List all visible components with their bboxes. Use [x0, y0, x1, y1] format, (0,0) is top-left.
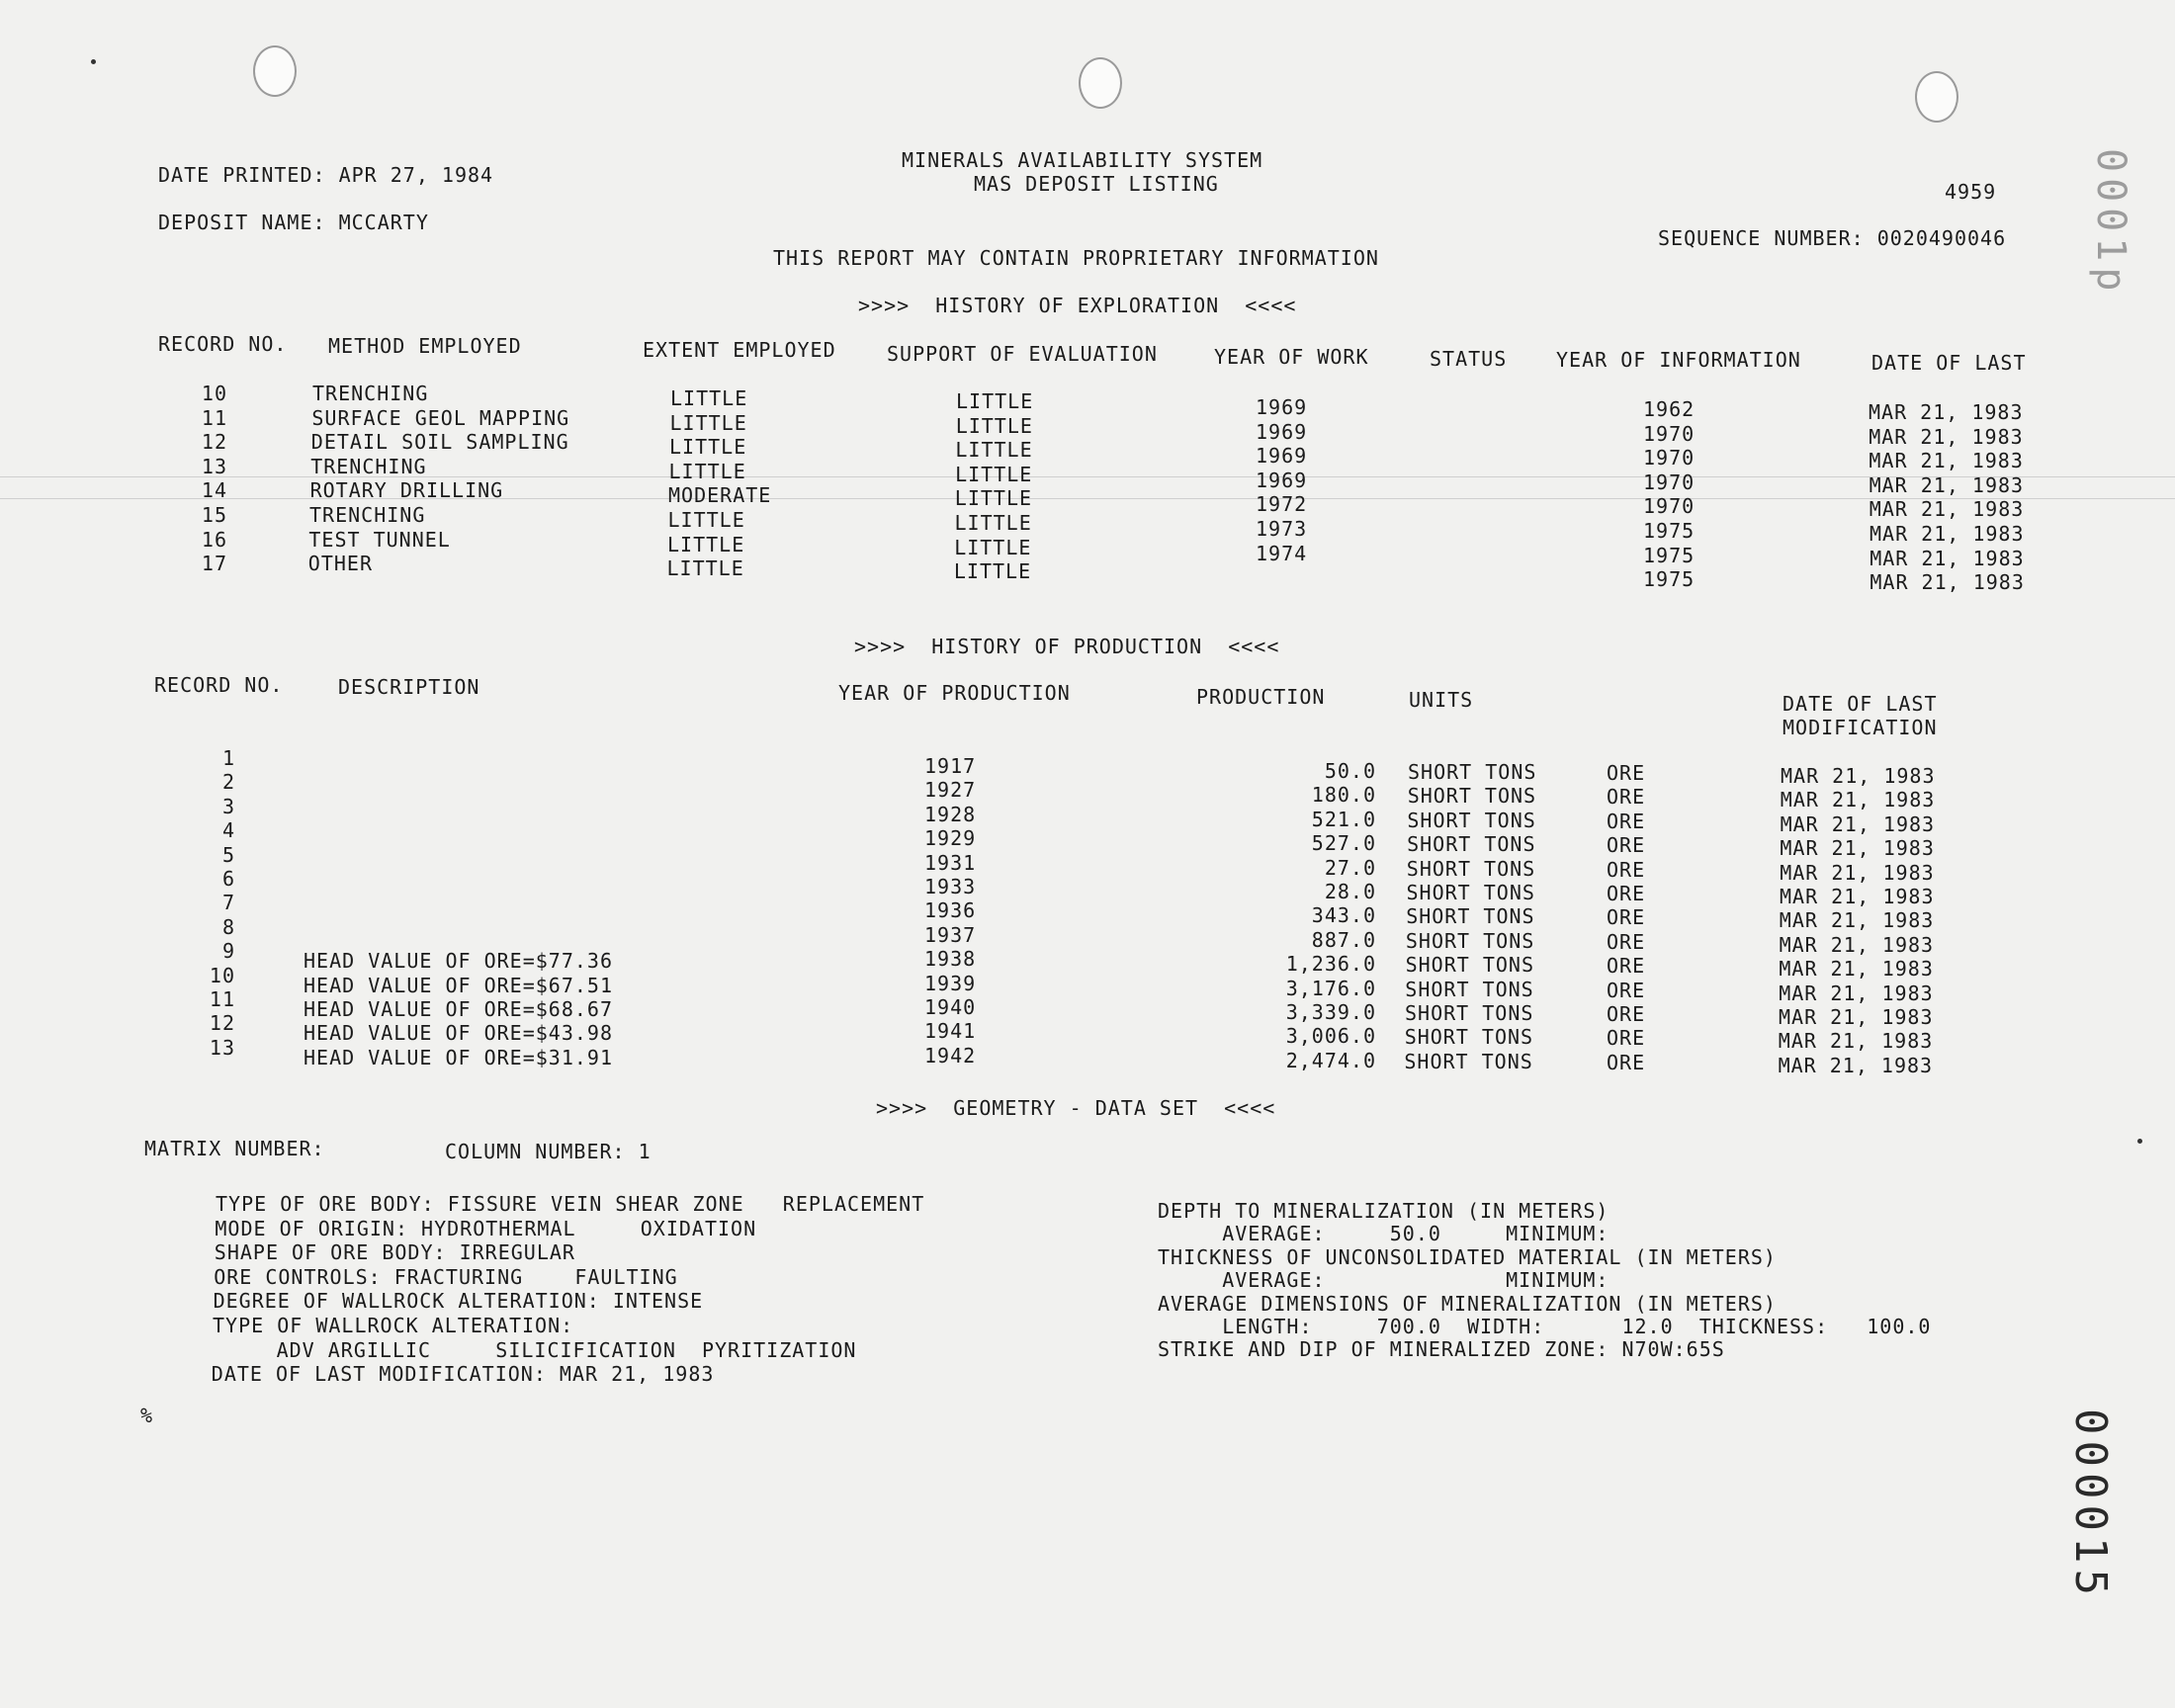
support-of-evaluation: LITTLE [954, 486, 1033, 511]
ore-body-attribute: ADV ARGILLIC SILICIFICATION PYRITIZATION [212, 1337, 857, 1362]
material-type: ORE [1607, 761, 1646, 785]
record-number: 10 [209, 963, 235, 987]
year-of-production: 1931 [924, 850, 977, 875]
page-stamp-top: 0001p [2088, 148, 2133, 298]
ore-body-attribute: MODE OF ORIGIN: HYDROTHERMAL OXIDATION [215, 1216, 757, 1240]
production-amount: 521.0 [1311, 807, 1376, 831]
year-of-work: 1969 [1256, 444, 1308, 469]
year-of-work: 1969 [1256, 468, 1308, 492]
ore-body-attribute: TYPE OF ORE BODY: FISSURE VEIN SHEAR ZONE REPLACEMENT [216, 1192, 925, 1216]
description: HEAD VALUE OF ORE=$77.36 [304, 949, 613, 974]
col-header: DATE OF LAST [1871, 351, 2027, 375]
punch-hole-right [1915, 71, 1958, 123]
date-of-last-modification: MAR 21, 1983 [1779, 932, 1935, 957]
units: SHORT TONS [1407, 808, 1536, 832]
date-of-last-modification: MAR 21, 1983 [1780, 860, 1935, 885]
mineralization-attribute: THICKNESS OF UNCONSOLIDATED MATERIAL (IN METERS) [1158, 1244, 1777, 1269]
date-of-last-modification: MAR 21, 1983 [1779, 1005, 1934, 1029]
year-of-production: 1929 [924, 826, 977, 851]
extent-employed: LITTLE [668, 459, 746, 483]
mineralization-attribute: AVERAGE: MINIMUM: [1158, 1268, 1610, 1293]
production-amount: 27.0 [1324, 855, 1376, 880]
footer-percent: % [140, 1404, 154, 1427]
proprietary-notice: THIS REPORT MAY CONTAIN PROPRIETARY INFORMATION [773, 246, 1379, 270]
record-number: 9 [221, 939, 235, 964]
ore-body-attribute: ORE CONTROLS: FRACTURING FAULTING [214, 1264, 678, 1289]
production-amount: 2,474.0 [1285, 1048, 1376, 1072]
record-number: 16 [201, 527, 227, 552]
material-type: ORE [1607, 1002, 1646, 1026]
record-number: 10 [201, 382, 227, 405]
ore-body-attribute: DATE OF LAST MODIFICATION: MAR 21, 1983 [211, 1362, 715, 1387]
support-of-evaluation: LITTLE [954, 511, 1032, 535]
year-of-information: 1962 [1643, 397, 1696, 421]
material-type: ORE [1607, 1050, 1646, 1074]
record-number: 3 [221, 794, 235, 818]
date-of-last: MAR 21, 1983 [1869, 424, 2024, 449]
record-number: 13 [209, 1035, 235, 1060]
material-type: ORE [1607, 929, 1646, 954]
units: SHORT TONS [1404, 1049, 1533, 1073]
date-of-last: MAR 21, 1983 [1870, 546, 2025, 570]
record-number: 6 [221, 867, 235, 891]
material-type: ORE [1607, 905, 1646, 930]
listing-title: MAS DEPOSIT LISTING [974, 172, 1219, 196]
year-of-production: 1940 [924, 995, 977, 1019]
year-of-production: 1917 [924, 754, 977, 778]
year-of-information: 1975 [1643, 567, 1696, 592]
record-number: 11 [209, 987, 235, 1011]
date-of-last-modification: MAR 21, 1983 [1780, 836, 1935, 861]
production-amount: 3,339.0 [1285, 1000, 1376, 1024]
date-of-last-modification: MAR 21, 1983 [1778, 1029, 1934, 1054]
ore-body-attribute: TYPE OF WALLROCK ALTERATION: [213, 1314, 574, 1337]
record-number: 7 [221, 891, 235, 915]
year-of-work: 1969 [1256, 395, 1308, 419]
year-of-work: 1974 [1256, 541, 1308, 565]
year-of-production: 1927 [924, 778, 977, 803]
support-of-evaluation: LITTLE [956, 389, 1034, 413]
date-of-last-modification: MAR 21, 1983 [1781, 764, 1936, 788]
system-title: MINERALS AVAILABILITY SYSTEM [902, 148, 1263, 172]
page-stamp-bottom: 000015 [2065, 1409, 2116, 1601]
col-header: RECORD NO. [158, 332, 288, 356]
method-employed: OTHER [307, 552, 374, 576]
method-employed: SURFACE GEOL MAPPING [311, 405, 570, 430]
year-of-information: 1970 [1643, 470, 1696, 494]
production-amount: 343.0 [1311, 903, 1376, 928]
punch-hole-left [253, 45, 297, 97]
year-of-production: 1937 [924, 922, 977, 947]
production-amount: 887.0 [1311, 927, 1376, 952]
deposit-name: DEPOSIT NAME: MCCARTY [158, 211, 429, 234]
column-number: COLUMN NUMBER: 1 [445, 1140, 652, 1163]
units: SHORT TONS [1407, 832, 1536, 857]
production-amount: 3,176.0 [1285, 976, 1376, 1000]
date-of-last-modification: MAR 21, 1983 [1780, 885, 1935, 908]
year-of-information: 1970 [1643, 421, 1696, 446]
material-type: ORE [1607, 954, 1646, 979]
record-number: 1 [221, 746, 235, 770]
col-header: YEAR OF INFORMATION [1556, 348, 1801, 372]
col-header: YEAR OF WORK [1214, 345, 1369, 369]
col-header: METHOD EMPLOYED [328, 334, 522, 358]
section-title-production: >>>> HISTORY OF PRODUCTION <<<< [854, 635, 1280, 658]
material-type: ORE [1607, 857, 1646, 882]
date-printed: DATE PRINTED: APR 27, 1984 [158, 163, 494, 187]
record-number: 2 [221, 770, 235, 795]
method-employed: TRENCHING [309, 503, 426, 527]
col-header: EXTENT EMPLOYED [643, 338, 836, 362]
year-of-production: 1936 [924, 898, 977, 923]
matrix-number: MATRIX NUMBER: [144, 1137, 325, 1160]
support-of-evaluation: LITTLE [955, 462, 1033, 486]
mineralization-attribute: STRIKE AND DIP OF MINERALIZED ZONE: N70W:65S [1158, 1337, 1725, 1362]
method-employed: DETAIL SOIL SAMPLING [310, 430, 569, 455]
method-employed: TRENCHING [312, 382, 429, 405]
material-type: ORE [1607, 785, 1646, 810]
mineralization-attribute: AVERAGE DIMENSIONS OF MINERALIZATION (IN METERS) [1158, 1291, 1777, 1316]
date-of-last: MAR 21, 1983 [1869, 497, 2025, 522]
description: HEAD VALUE OF ORE=$67.51 [304, 973, 613, 997]
production-amount: 50.0 [1324, 759, 1376, 783]
record-number: 12 [201, 430, 227, 455]
year-of-information: 1970 [1643, 446, 1696, 470]
method-employed: ROTARY DRILLING [309, 478, 504, 503]
material-type: ORE [1607, 882, 1646, 905]
year-of-information: 1975 [1643, 543, 1696, 567]
col-header: UNITS [1409, 688, 1474, 712]
col-header: PRODUCTION [1196, 685, 1326, 709]
units: SHORT TONS [1408, 760, 1537, 784]
record-number: 4 [221, 818, 235, 843]
record-number: 14 [201, 478, 227, 503]
date-of-last-modification: MAR 21, 1983 [1779, 908, 1935, 933]
method-employed: TRENCHING [310, 454, 427, 478]
section-title-geometry: >>>> GEOMETRY - DATA SET <<<< [876, 1096, 1276, 1120]
material-type: ORE [1607, 1026, 1646, 1051]
col-header: STATUS [1430, 347, 1508, 371]
units: SHORT TONS [1404, 1025, 1534, 1050]
col-header: DESCRIPTION [338, 675, 480, 699]
description: HEAD VALUE OF ORE=$68.67 [304, 997, 613, 1021]
extent-employed: LITTLE [666, 556, 744, 581]
year-of-production: 1939 [924, 971, 977, 995]
extent-employed: LITTLE [667, 508, 745, 532]
date-of-last: MAR 21, 1983 [1870, 522, 2025, 546]
ore-body-attribute: SHAPE OF ORE BODY: IRREGULAR [214, 1240, 575, 1265]
col-header: YEAR OF PRODUCTION [838, 681, 1071, 705]
mineralization-attribute: DEPTH TO MINERALIZATION (IN METERS) [1158, 1199, 1610, 1223]
col-header: RECORD NO. [154, 673, 284, 697]
date-of-last: MAR 21, 1983 [1869, 472, 2025, 497]
year-of-work: 1973 [1256, 517, 1308, 541]
units: SHORT TONS [1406, 856, 1536, 881]
units: SHORT TONS [1405, 928, 1535, 953]
year-of-work: 1972 [1256, 492, 1308, 517]
material-type: ORE [1607, 809, 1646, 833]
section-title-exploration: >>>> HISTORY OF EXPLORATION <<<< [858, 294, 1297, 317]
year-of-production: 1933 [924, 875, 977, 898]
extent-employed: LITTLE [667, 532, 745, 556]
scan-speck [91, 59, 96, 64]
record-number: 15 [201, 503, 227, 527]
support-of-evaluation: LITTLE [955, 438, 1033, 463]
punch-hole-center [1079, 57, 1122, 109]
sequence-number: SEQUENCE NUMBER: 0020490046 [1658, 226, 2007, 250]
ore-body-attribute: DEGREE OF WALLROCK ALTERATION: INTENSE [213, 1289, 704, 1314]
record-number: 13 [201, 454, 227, 478]
date-of-last: MAR 21, 1983 [1870, 570, 2025, 595]
units: SHORT TONS [1406, 881, 1535, 904]
units: SHORT TONS [1405, 1001, 1534, 1025]
date-of-last-modification: MAR 21, 1983 [1778, 1053, 1934, 1077]
year-of-information: 1975 [1643, 519, 1696, 543]
date-of-last-modification: MAR 21, 1983 [1780, 788, 1936, 812]
record-number: 17 [201, 552, 227, 576]
date-of-last-modification: MAR 21, 1983 [1779, 957, 1934, 982]
production-amount: 1,236.0 [1285, 952, 1376, 977]
year-of-work: 1969 [1256, 419, 1308, 444]
record-number: 11 [201, 405, 227, 430]
col-header: MODIFICATION [1783, 716, 1938, 739]
description: HEAD VALUE OF ORE=$31.91 [304, 1045, 613, 1069]
extent-employed: LITTLE [669, 435, 747, 460]
units: SHORT TONS [1406, 904, 1535, 929]
date-of-last: MAR 21, 1983 [1869, 400, 2024, 424]
mineralization-attribute: AVERAGE: 50.0 MINIMUM: [1158, 1222, 1610, 1246]
record-number: 8 [221, 914, 235, 939]
date-of-last-modification: MAR 21, 1983 [1780, 811, 1936, 836]
units: SHORT TONS [1405, 977, 1534, 1001]
material-type: ORE [1607, 833, 1646, 858]
date-of-last: MAR 21, 1983 [1869, 449, 2024, 473]
scan-speck [2137, 1139, 2142, 1144]
year-of-information: 1970 [1643, 494, 1696, 519]
extent-employed: LITTLE [670, 386, 748, 410]
record-number: 12 [209, 1011, 235, 1036]
support-of-evaluation: LITTLE [954, 535, 1032, 559]
col-header: SUPPORT OF EVALUATION [887, 342, 1158, 366]
material-type: ORE [1607, 978, 1646, 1002]
extent-employed: LITTLE [669, 410, 747, 435]
units: SHORT TONS [1405, 953, 1535, 978]
units: SHORT TONS [1407, 784, 1537, 809]
production-amount: 527.0 [1311, 831, 1376, 856]
year-of-production: 1941 [924, 1019, 977, 1044]
production-amount: 28.0 [1324, 880, 1376, 903]
support-of-evaluation: LITTLE [955, 413, 1033, 438]
col-header: DATE OF LAST [1783, 692, 1938, 716]
description: HEAD VALUE OF ORE=$43.98 [304, 1021, 613, 1046]
mineralization-attribute: LENGTH: 700.0 WIDTH: 12.0 THICKNESS: 100.0 [1158, 1315, 1932, 1338]
year-of-production: 1928 [924, 802, 977, 826]
production-amount: 180.0 [1311, 783, 1376, 808]
year-of-production: 1938 [924, 947, 977, 972]
production-amount: 3,006.0 [1285, 1024, 1376, 1049]
extent-employed: MODERATE [668, 483, 772, 508]
date-of-last-modification: MAR 21, 1983 [1779, 981, 1934, 1005]
support-of-evaluation: LITTLE [953, 559, 1032, 584]
method-employed: TEST TUNNEL [308, 527, 451, 552]
record-number: 5 [221, 842, 235, 867]
year-of-production: 1942 [924, 1043, 977, 1068]
doc-number: 4959 [1945, 180, 1997, 204]
